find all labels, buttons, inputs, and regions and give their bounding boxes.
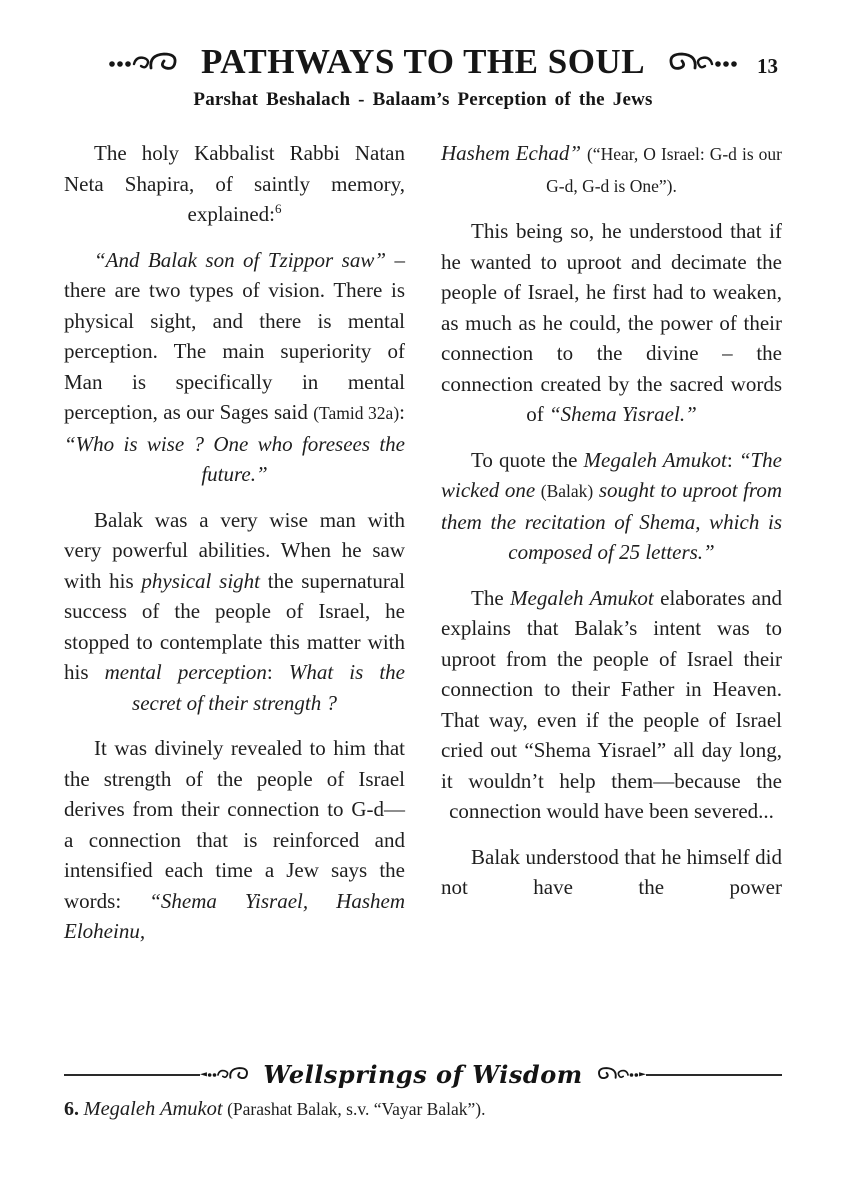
page-header (0, 0, 846, 111)
text-segment: the supernatural success of the people of Israel, he stopped to contemplate this matter with his (64, 568, 406, 684)
text-segment: This being so, he understood that if he wanted to uproot and decimate the people of Israel, he first had to weaken, as much as he could, the power of their connection to the divine – the connection created by the sacred words of (441, 219, 782, 426)
paragraph (64, 138, 405, 230)
text-segment: Balak was a very wise man with very powerful abilities. When he saw with his (64, 507, 405, 593)
rule-left (64, 1074, 200, 1076)
paragraph (64, 733, 405, 947)
series-name: Wellsprings of Wisdom (263, 1060, 583, 1089)
text-segment: It was divinely revealed to him that the strength of the people of Israel derives from their connection to G-d— a connection that is reinforced and intensified each time a Jew says the words: (64, 736, 405, 913)
text-segment: sought to uproot from them the recitation of Shema, which is composed of 25 letters.” (441, 478, 782, 564)
paragraph (441, 138, 782, 201)
paragraph (441, 445, 782, 568)
chapter-subtitle: Parshat Beshalach - Balaam’s Perception of the Jews (193, 89, 653, 110)
text-segment: : (266, 660, 289, 684)
footnote-ref: 6 (274, 201, 282, 216)
paragraph (64, 505, 405, 719)
text-columns (0, 111, 846, 962)
text-segment: Hashem Echad” (441, 141, 587, 165)
footnote (64, 1098, 782, 1121)
text-segment: (“Hear, O Israel: G-d is our G-d, G-d is One”). (546, 144, 782, 196)
text-segment: “Who is wise ? One who foresees the future.” (64, 431, 405, 486)
text-segment: – there are two types of vision. There is physical sight, and there is mental perception. The main superiority of Man is specifically in mental perception, as our Sages said (64, 247, 405, 424)
text-segment: : (726, 447, 739, 472)
book-title: PATHWAYS TO THE SOUL (200, 42, 646, 81)
text-segment: “Shema Yisrael.” (548, 402, 697, 426)
footer-scroll-flourish-right-icon (588, 1065, 646, 1085)
scroll-flourish-left-icon (107, 50, 191, 74)
text-segment: To quote the (471, 447, 584, 472)
paragraph (441, 583, 782, 827)
text-segment: Megaleh Amukot (583, 447, 727, 472)
text-segment: (Tamid 32a) (313, 403, 400, 423)
text-segment: What is the secret of their strength ? (132, 660, 405, 715)
text-segment: : (399, 400, 405, 424)
scroll-flourish-right-icon (655, 50, 739, 74)
paragraph (441, 842, 782, 903)
paragraph (64, 245, 405, 490)
text-segment: physical sight (141, 568, 261, 593)
text-segment: “And Balak son of Tzippor saw” (94, 247, 387, 272)
text-segment: Balak understood that he himself did not have the power (441, 844, 782, 899)
footer-scroll-flourish-left-icon (200, 1065, 258, 1085)
footer-ornament-rule (64, 1060, 782, 1089)
text-segment: The (471, 585, 511, 610)
right-column (441, 138, 782, 962)
paragraph (441, 216, 782, 430)
rule-right (646, 1074, 782, 1076)
left-column (64, 138, 405, 962)
page-number: 13 (757, 54, 778, 78)
footnote-marker: 6. (64, 1098, 79, 1120)
title-row (0, 42, 846, 82)
text-segment: (Balak) (540, 481, 594, 501)
footnote-detail: (Parashat Balak, s.v. “Vayar Balak”). (227, 1099, 486, 1119)
page-footer (64, 1060, 782, 1121)
text-segment: The holy Kabbalist Rabbi Natan Neta Shapira, of saintly memory, explained: (64, 141, 405, 226)
text-segment: Megaleh Amukot (510, 585, 654, 610)
text-segment: mental perception (104, 660, 267, 684)
text-segment: “Shema Yisrael, Hashem Eloheinu, (64, 888, 405, 943)
footnote-source: Megaleh Amukot (83, 1098, 223, 1120)
text-segment: elaborates and explains that Balak’s intent was to uproot from the people of Israel their connection to their Father in Heaven. That way, even if the people of Israel cried out “Shema Yisrael” all day long, it wouldn’t help them—because the connection would have been severed... (441, 585, 782, 823)
text-segment: “The wicked one (441, 447, 782, 502)
